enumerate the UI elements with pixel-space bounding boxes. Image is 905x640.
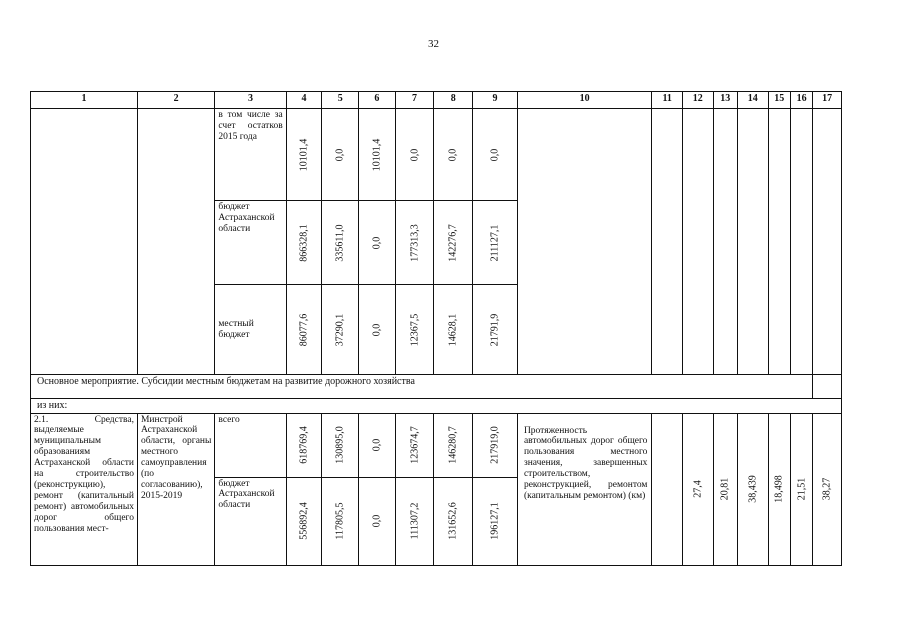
header-cell: 3 <box>215 92 286 109</box>
value-cell: 0,0 <box>359 413 396 477</box>
empty-cell <box>517 109 651 375</box>
indicator-value: 38,27 <box>813 413 842 565</box>
funding-source: бюджет Астраханской области <box>215 477 286 565</box>
value-cell: 123674,7 <box>395 413 434 477</box>
header-cell: 11 <box>652 92 683 109</box>
main-activity-title: Основное мероприятие. Субсидии местным бюджетам на развитие дорожного хозяйства <box>31 375 813 399</box>
value-cell: 177313,3 <box>395 201 434 285</box>
value-cell: 142276,7 <box>434 201 473 285</box>
value-cell: 0,0 <box>322 109 359 201</box>
empty-cell <box>768 109 790 375</box>
funding-source: в том числе за счет остатков 2015 года <box>215 109 286 201</box>
empty-cell <box>652 109 683 375</box>
responsible-executor: Минстрой Астраханской области, органы местного самоуправления (по согласованию), 2015-2019 <box>137 413 214 565</box>
header-row <box>31 92 842 109</box>
value-cell: 111307,2 <box>395 477 434 565</box>
indicator-value: 27,4 <box>682 413 713 565</box>
section-row <box>31 399 842 414</box>
value-cell: 866328,1 <box>286 201 322 285</box>
value-cell: 335611,0 <box>322 201 359 285</box>
funding-source: бюджет Астраханской области <box>215 201 286 285</box>
indicator-description: Протяженность автомобильных дорог общего пользования местного значения, завершенных строительством, реконструкцией, ремонтом (капитальным ремонтом) (км) <box>517 413 651 565</box>
empty-cell <box>713 109 737 375</box>
header-cell: 4 <box>286 92 322 109</box>
indicator-value: 20,81 <box>713 413 737 565</box>
header-cell: 17 <box>813 92 842 109</box>
value-cell: 0,0 <box>359 477 396 565</box>
value-cell: 131652,6 <box>434 477 473 565</box>
budget-table <box>30 91 842 566</box>
empty-cell <box>682 109 713 375</box>
empty-cell <box>137 109 214 375</box>
indicator-value: 18,498 <box>768 413 790 565</box>
header-cell: 15 <box>768 92 790 109</box>
value-cell: 12367,5 <box>395 285 434 375</box>
value-cell: 10101,4 <box>286 109 322 201</box>
header-cell: 5 <box>322 92 359 109</box>
header-cell: 10 <box>517 92 651 109</box>
header-cell: 9 <box>473 92 518 109</box>
value-cell: 0,0 <box>359 201 396 285</box>
section-row <box>31 375 842 399</box>
value-cell: 37290,1 <box>322 285 359 375</box>
value-cell: 211127,1 <box>473 201 518 285</box>
empty-cell <box>31 109 138 375</box>
empty-cell <box>652 413 683 565</box>
header-cell: 14 <box>737 92 768 109</box>
header-cell: 1 <box>31 92 138 109</box>
empty-cell <box>813 375 842 399</box>
value-cell: 196127,1 <box>473 477 518 565</box>
funding-source: всего <box>215 413 286 477</box>
value-cell: 0,0 <box>473 109 518 201</box>
header-cell: 13 <box>713 92 737 109</box>
header-cell: 16 <box>790 92 812 109</box>
header-cell: 8 <box>434 92 473 109</box>
funding-source: местный бюджет <box>215 285 286 375</box>
header-cell: 2 <box>137 92 214 109</box>
empty-cell <box>737 109 768 375</box>
item-description: 2.1. Средства, выделяемые муниципальным образованиям Астраханской области на строительство (реконструкцию), ремонт (капитальный ремонт) автомобильных дорог общего пользования мест- <box>31 413 138 565</box>
value-cell: 618769,4 <box>286 413 322 477</box>
value-cell: 146280,7 <box>434 413 473 477</box>
table-row <box>31 109 842 201</box>
value-cell: 130895,0 <box>322 413 359 477</box>
indicator-value: 38,439 <box>737 413 768 565</box>
value-cell: 217919,0 <box>473 413 518 477</box>
header-cell: 6 <box>359 92 396 109</box>
value-cell: 0,0 <box>434 109 473 201</box>
value-cell: 86077,6 <box>286 285 322 375</box>
indicator-value: 21,51 <box>790 413 812 565</box>
table-row <box>31 413 842 477</box>
of-which-label: из них: <box>31 399 842 414</box>
empty-cell <box>790 109 812 375</box>
header-cell: 7 <box>395 92 434 109</box>
value-cell: 117805,5 <box>322 477 359 565</box>
value-cell: 14628,1 <box>434 285 473 375</box>
empty-cell <box>813 109 842 375</box>
value-cell: 0,0 <box>395 109 434 201</box>
value-cell: 10101,4 <box>359 109 396 201</box>
value-cell: 556892,4 <box>286 477 322 565</box>
header-cell: 12 <box>682 92 713 109</box>
page-number: 32 <box>428 38 439 50</box>
value-cell: 0,0 <box>359 285 396 375</box>
value-cell: 21791,9 <box>473 285 518 375</box>
